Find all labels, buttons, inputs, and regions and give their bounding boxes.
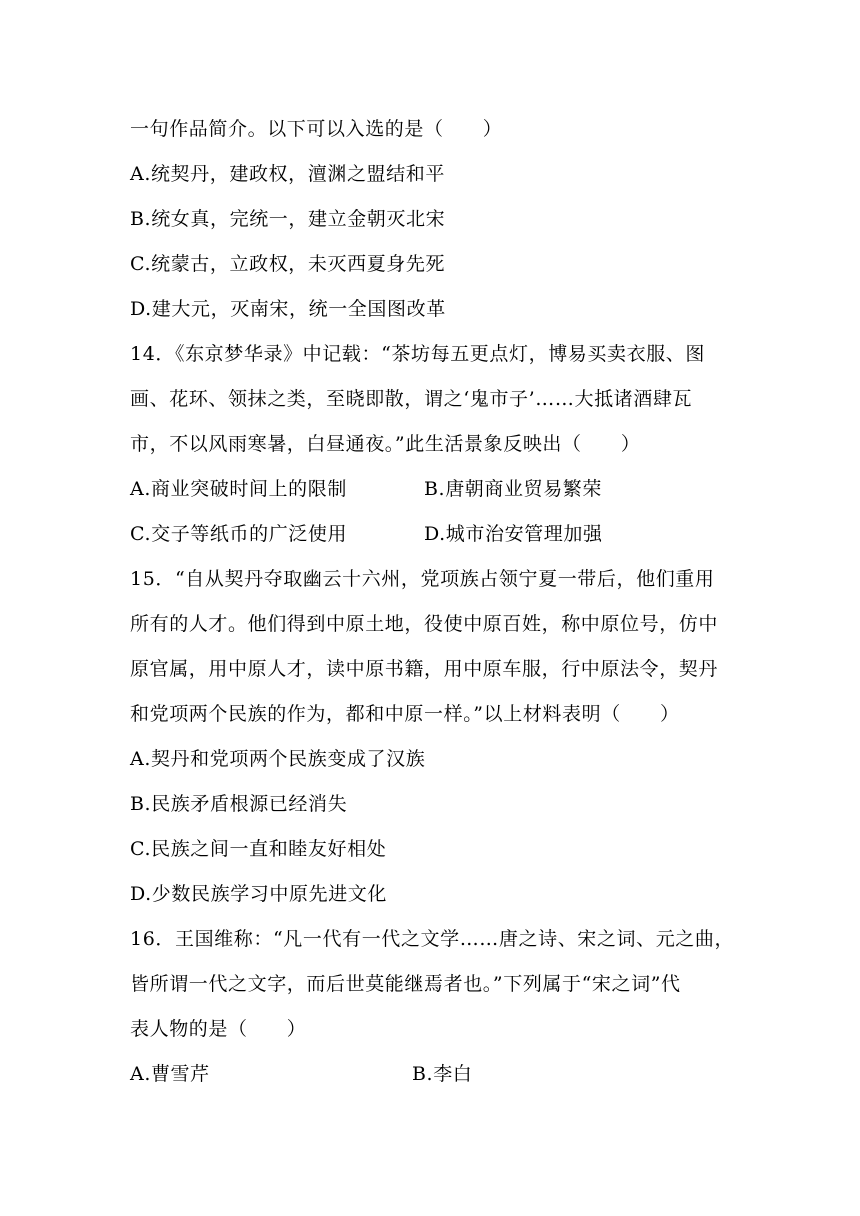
q15-stem-line-4: 和党项两个民族的作为，都和中原一样。”以上材料表明（ ） bbox=[130, 703, 680, 725]
q15-option-d: D.少数民族学习中原先进文化 bbox=[130, 883, 387, 905]
q14-option-a: A.商业突破时间上的限制 bbox=[130, 478, 347, 500]
q14-option-b: B.唐朝商业贸易繁荣 bbox=[424, 478, 603, 500]
q14-option-d: D.城市治安管理加强 bbox=[424, 523, 603, 545]
q15-option-c: C.民族之间一直和睦友好相处 bbox=[130, 838, 387, 860]
q16-stem-line-1: 16．王国维称：“凡一代有一代之文学……唐之诗、宋之词、元之曲， bbox=[130, 928, 735, 950]
q13-option-a: A.统契丹，建政权，澶渊之盟结和平 bbox=[130, 163, 445, 185]
q13-option-b: B.统女真，完统一，建立金朝灭北宋 bbox=[130, 208, 446, 230]
q16-stem-line-3: 表人物的是（ ） bbox=[130, 1018, 307, 1040]
q15-option-a: A.契丹和党项两个民族变成了汉族 bbox=[130, 748, 426, 770]
q14-option-c: C.交子等纸币的广泛使用 bbox=[130, 523, 348, 545]
q14-stem-line-1: 14．《东京梦华录》中记载：“茶坊每五更点灯，博易买卖衣服、图 bbox=[130, 343, 705, 365]
q16-option-b: B.李白 bbox=[412, 1063, 473, 1085]
q15-option-b: B.民族矛盾根源已经消失 bbox=[130, 793, 348, 815]
q16-option-a: A.曹雪芹 bbox=[130, 1063, 210, 1085]
q13-option-c: C.统蒙古，立政权，未灭西夏身先死 bbox=[130, 253, 446, 275]
q14-stem-line-3: 市，不以风雨寒暑，白昼通夜。”此生活景象反映出（ ） bbox=[130, 433, 641, 455]
q15-stem-line-3: 原官属，用中原人才，读中原书籍，用中原车服，行中原法令，契丹 bbox=[130, 658, 719, 680]
q14-stem-line-2: 画、花环、领抹之类，至晓即散，谓之‘鬼市子’……大抵诸酒肆瓦 bbox=[130, 388, 693, 410]
q16-stem-line-2: 皆所谓一代之文字，而后世莫能继焉者也。”下列属于“宋之词”代 bbox=[130, 973, 681, 995]
q13-stem-tail: 一句作品简介。以下可以入选的是（ ） bbox=[130, 118, 503, 140]
q15-stem-line-2: 所有的人才。他们得到中原土地，役使中原百姓，称中原位号，仿中 bbox=[130, 613, 719, 635]
q15-stem-line-1: 15．“自从契丹夺取幽云十六州，党项族占领宁夏一带后，他们重用 bbox=[130, 568, 715, 590]
q13-option-d: D.建大元，灭南宋，统一全国图改革 bbox=[130, 298, 446, 320]
